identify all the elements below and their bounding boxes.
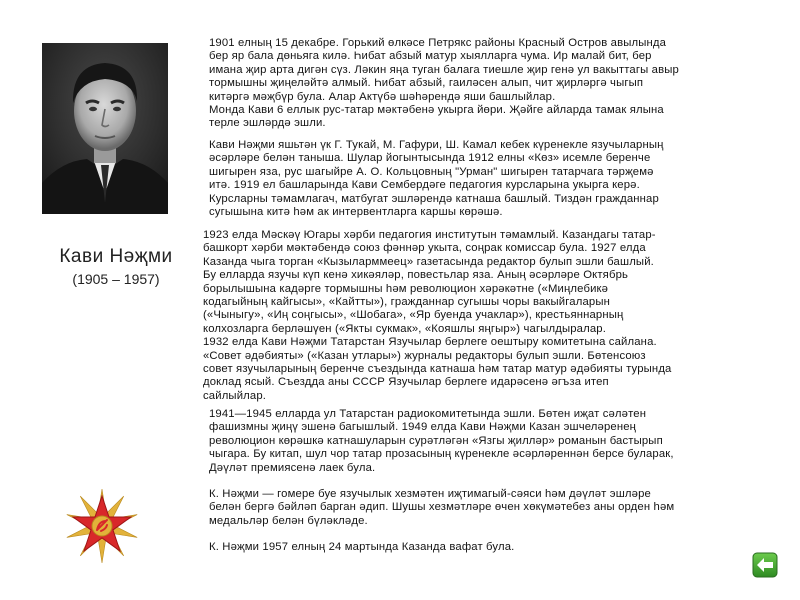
biography-paragraph-6: К. Нәҗми 1957 елның 24 мартында Казанда вафат була. (209, 541, 515, 553)
back-button[interactable] (752, 552, 778, 578)
biography-paragraph-3: 1923 елда Мәскәү Югары хәрби педагогия институтын тәмамлый. Казандагы татар- башкорт хәрби мәктәбендә союз фәннәр укыта, соңрак комиссар була. 1927 елда Казанда чыга торган «Кызыларммеец» газетасында редактор булып эшли башлый. Бу елларда язучы күп кенә хикәяләр, повестьлар яза. Аның әсәрләре Октябрь борылышына кадәрге тормышны һәм революцион хәрәкәтне («Миңлебикә кодагыйның кайгысы», «Кайтты»), гражданнар сугышы чоры вакыйгаларын («Чыныгу», «Иң соңгысы», «Шобага», «Яр буенда учаклар»), крестьяннарның колхозларга берләшүен («Якты сукмак», «Кояшлы яңгыр») чагылдыралар. 1932 елда Кави Нәҗми Татарстан Язучылар берлеге оештыру комитетына сайлана. «Совет әдәбияты» («Казан утлары») журналы редакторы булып эшли. Бөтенсоюз совет язучыларының беренче съездында катнаша һәм татар матур әдәбияты турында доклад ясый. Съездда аны СССР Язучылар берлеге идарәсенә әгъза итеп сайлыйлар. (203, 229, 672, 402)
biography-paragraph-4: 1941—1945 елларда ул Татарстан радиокомитетында эшли. Бөтен иҗат сәләтен фашизмны җиңү эшенә багышлый. 1949 елда Кави Нәҗми Казан эшчеләренең революцион көрәшкә катнашуларын сурәтләгән «Язгы җилләр» романын бастырып чыгара. Бу китап, шул чор татар прозасының күренекле әсәрләреннән берсе буларак, Дәүләт премиясенә лаек була. (209, 408, 674, 474)
back-arrow-icon (752, 552, 778, 578)
person-name: Кави Нәҗми (59, 246, 173, 267)
order-of-patriotic-war-icon (64, 488, 140, 564)
biography-paragraph-5: К. Нәҗми — гомере буе язучылык хезмәтен иҗтимагый-сәяси һәм дәүләт эшләре белән бергә бәйләп барган әдип. Шушы хезмәтләре өчен хөкүмәтебез аны орден һәм медальләр белән бүләкләде. (209, 488, 675, 527)
portrait-photo (42, 43, 168, 214)
biography-paragraph-2: Кави Нәҗми яшьтән үк Г. Тукай, М. Гафури, Ш. Камал кебек күренекле язучыларның әсәрләре белән таныша. Шулар йогынтысында 1912 елны «Көз» исемле беренче шигырен яза, рус шагыйре А. О. Кольцовның "Урман" шигырен татарчага тәрҗемә итә. 1919 ел башларында Кави Сембердәге педагогия курсларына укырга керә. Курсларны тәмамлагач, матбугат эшләрендә катнаша башлый. Тиздән гражданнар сугышына китә һәм ак интервентларга каршы көрәшә. (209, 139, 664, 219)
portrait-image (42, 43, 168, 214)
biography-paragraph-1: 1901 елның 15 декабре. Горький өлкәсе Петрякс районы Красный Остров авылында бер яр бала дөньяга килә. Һибат абзый матур хыялларга чума. Ир малай бит, бер имана җир арта дигән сүз. Ләкин яңа туган балага тиешле җир генә ул вакыттагы авыр тормышны җиңеләйтә алмый. Һибат абзый, гаиләсен алып, чит җирләргә чыгып китәргә мәҗбүр була. Алар Актүбә шәһәрендә яши башлыйлар. Монда Кави 6 еллык рус-татар мәктәбенә укырга йөри. Җәйге айларда тамак ялына терле эшләрдә эшли. (209, 37, 679, 130)
person-years: (1905 – 1957) (72, 271, 160, 287)
